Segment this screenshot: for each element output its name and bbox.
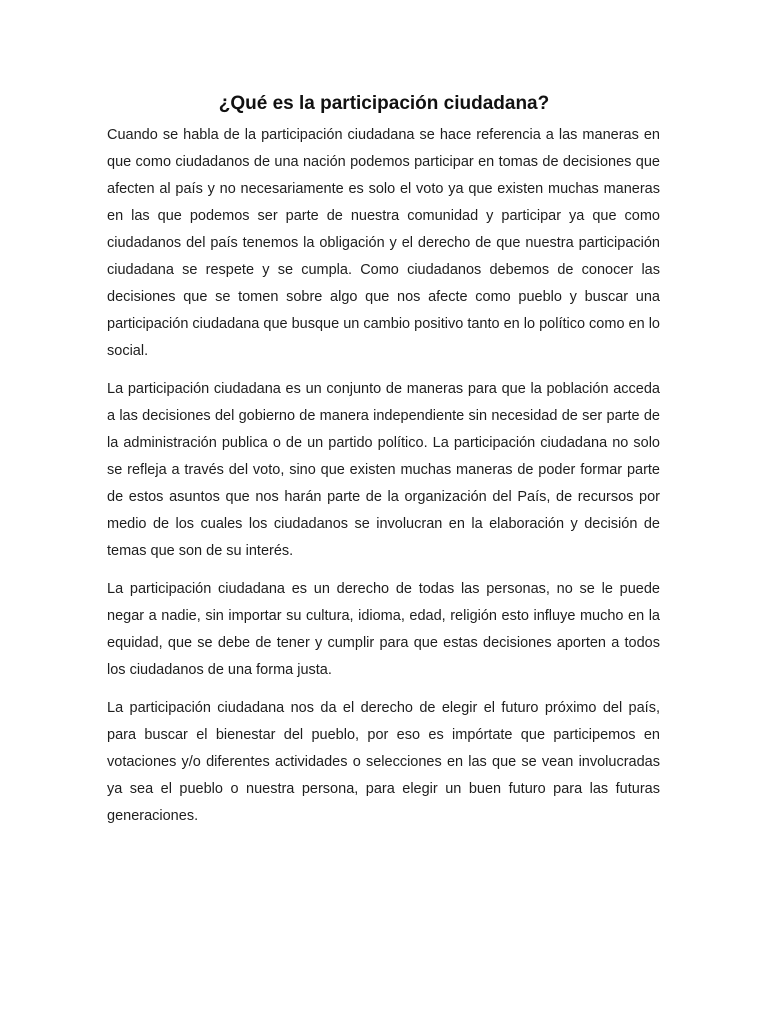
paragraph-4: La participación ciudadana nos da el derecho de elegir el futuro próximo del país, para buscar el bienestar del pueblo, por eso es impórtate que participemos en votaciones y/o diferentes actividades o selecciones en las que se vean involucradas ya sea el pueblo o nuestra persona, para elegir un buen futuro para las futuras generaciones. xyxy=(107,700,660,824)
paragraph-2: La participación ciudadana es un conjunto de maneras para que la población acceda a las decisiones del gobierno de manera independiente sin necesidad de ser parte de la administración publica o de un partido político. La participación ciudadana no solo se refleja a través del voto, sino que existen muchas maneras de poder formar parte de estos asuntos que nos harán parte de la organización del País, de recursos por medio de los cuales los ciudadanos se involucran en la elaboración y decisión de temas que son de su interés. xyxy=(107,381,660,559)
paragraph-1: Cuando se habla de la participación ciudadana se hace referencia a las maneras en que como ciudadanos de una nación podemos participar en tomas de decisiones que afecten al país y no necesariamente es solo el voto ya que existen muchas maneras en las que podemos ser parte de nuestra comunidad y participar ya que como ciudadanos del país tenemos la obligación y el derecho de que nuestra participación ciudadana se respete y se cumpla. Como ciudadanos debemos de conocer las decisiones que se tomen sobre algo que nos afecte como pueblo y buscar una participación ciudadana que busque un cambio positivo tanto en lo político como en lo social. xyxy=(107,127,660,359)
document-body xyxy=(107,122,660,841)
paragraph-3: La participación ciudadana es un derecho de todas las personas, no se le puede negar a nadie, sin importar su cultura, idioma, edad, religión esto influye mucho en la equidad, que se debe de tener y cumplir para que estas decisiones aporten a todos los ciudadanos de una forma justa. xyxy=(107,581,660,678)
page-title: ¿Qué es la participación ciudadana? xyxy=(218,93,550,114)
